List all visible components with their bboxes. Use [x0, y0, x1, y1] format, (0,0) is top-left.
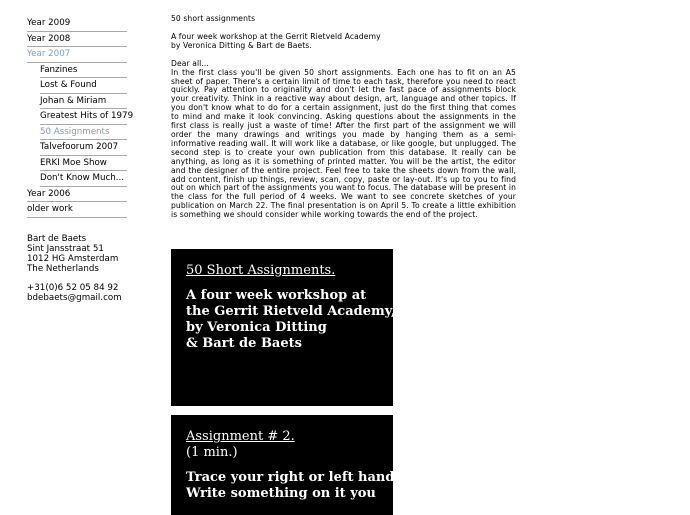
nav-year-2007[interactable]: Year 2007	[27, 47, 127, 63]
card-line: & Bart de Baets	[186, 336, 302, 351]
assignment-card-intro	[171, 249, 396, 406]
greeting: Dear all...	[171, 58, 209, 68]
nav-older-work[interactable]: older work	[27, 202, 127, 218]
contact-country: The Netherlands	[27, 263, 99, 274]
page-title: 50 short assignments	[171, 14, 256, 23]
contact-street: Sint Jansstraat 51	[27, 243, 104, 254]
nav-item-greatest-hits[interactable]: Greatest Hits of 1979	[40, 109, 127, 125]
card-line: by Veronica Ditting	[186, 320, 327, 335]
sidebar-nav	[27, 16, 134, 303]
nav-sub-list-2007	[40, 63, 134, 187]
card-duration: (1 min.)	[186, 445, 238, 460]
contact-block	[27, 234, 127, 303]
main-content	[171, 15, 516, 220]
card-line: the Gerrit Rietveld Academy,	[186, 304, 396, 319]
nav-item-lost-found[interactable]: Lost & Found	[40, 78, 127, 94]
assignment-card-2	[171, 415, 399, 515]
card-body	[186, 288, 396, 352]
card-body	[186, 470, 399, 502]
card-title: Assignment # 2.	[186, 429, 295, 444]
nav-year-2009[interactable]: Year 2009	[27, 16, 127, 32]
nav-item-fanzines[interactable]: Fanzines	[40, 63, 127, 79]
nav-item-johan-miriam[interactable]: Johan & Miriam	[40, 94, 127, 110]
contact-phone: +31(0)6 52 05 84 92	[27, 282, 119, 293]
nav-item-erki-moe[interactable]: ERKI Moe Show	[40, 156, 127, 172]
card-line: Trace your right or left hand.	[186, 470, 399, 485]
contact-city: 1012 HG Amsterdam	[27, 253, 119, 264]
nav-year-2006[interactable]: Year 2006	[27, 187, 127, 203]
card-line: Write something on it you	[186, 486, 376, 501]
body-paragraph: In the first class you'll be given 50 short assignments. Each one has to fit on an A5 sheet of paper. There's a certain limit of time to each task, therefore you need to react quickly. Pay attention to originality and don't let the fast pace of assignments block your creativity. Think in a reactive way about design, art, language and other topics. If you don't know what to do for a certain assignment, just do the first thing that comes to mind and make it look convincing. Asking questions about the assignments in the first class is really just a waste of time! After the first part of the assignment we will order the many drawings and writings you made by hanging them as a semi-informative reading wall. It will work like a database, or like google, but unplugged. The second step is to create your own publication from this database. It really can be anything, as long as it is something of printed matter. You will be the artist, the editor and the designer of the entire project. Feel free to take the sheets down from the wall, add content, finish up things, review, scan, copy, paste or lay-out. It's up to you to find out on which part of the assignments you want to focus. The database will be present in the class for the full period of 4 weeks. We want to see concrete sketches of your publication on March 22. The final presentation is on April 5. To create a little exhibition is something we should consider while working towards the end of the project.	[171, 67, 516, 220]
subtitle-line-1: A four week workshop at the Gerrit Rietveld Academy	[171, 31, 381, 41]
nav-item-talvefoorum[interactable]: Talvefoorum 2007	[40, 140, 127, 156]
subtitle-line-2: by Veronica Ditting & Bart de Baets.	[171, 40, 312, 50]
card-line: A four week workshop at	[186, 288, 367, 303]
nav-year-2008[interactable]: Year 2008	[27, 32, 127, 48]
nav-item-50-assignments[interactable]: 50 Assignments	[40, 125, 127, 141]
contact-email[interactable]: bdebaets@gmail.com	[27, 292, 122, 303]
page-subtitle	[171, 33, 516, 51]
card-title: 50 Short Assignments.	[186, 263, 336, 278]
nav-item-dont-know-much[interactable]: Don't Know Much...	[40, 171, 127, 187]
contact-name: Bart de Baets	[27, 233, 87, 244]
